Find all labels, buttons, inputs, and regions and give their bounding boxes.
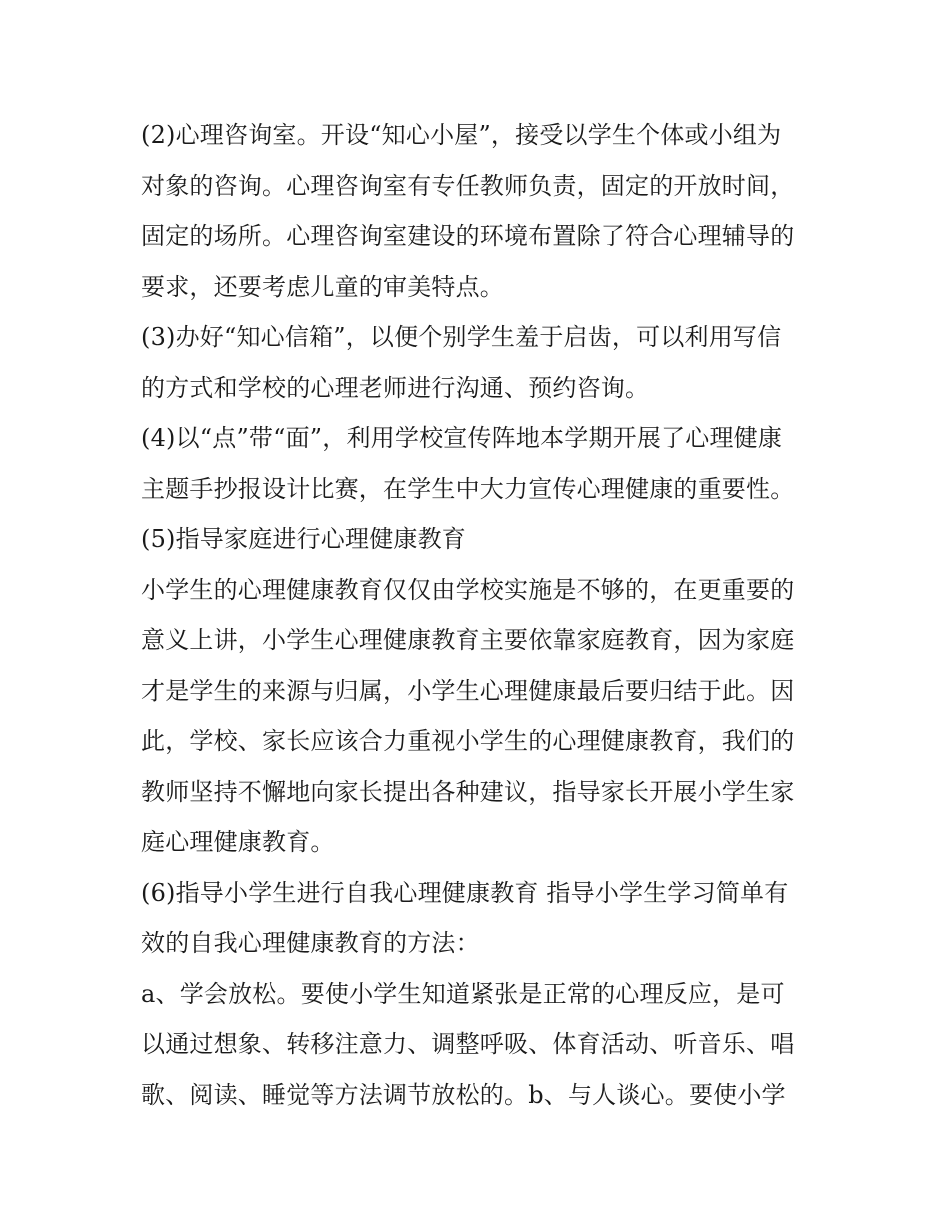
- text-line: (5)指导家庭进行心理健康教育: [141, 525, 466, 553]
- text-line: (4)以“点”带“面”，利用学校宣传阵地本学期开展了心理健康: [141, 424, 783, 452]
- text-line: 歌、阅读、睡觉等方法调节放松的。b、与人谈心。要使小学: [141, 1080, 786, 1109]
- text-line: 固定的场所。心理咨询室建设的环境布置除了符合心理辅导的: [141, 222, 795, 250]
- text-line: 庭心理健康教育。: [141, 828, 335, 856]
- text-line: 对象的咨询。心理咨询室有专任教师负责，固定的开放时间，: [141, 171, 795, 200]
- text-line: 此，学校、家长应该合力重视小学生的心理健康教育，我们的: [141, 727, 795, 755]
- text-line: 的方式和学校的心理老师进行沟通、预约咨询。: [141, 373, 650, 402]
- text-line: a、学会放松。要使小学生知道紧张是正常的心理反应，是可: [141, 979, 785, 1008]
- text-line: 要求，还要考虑儿童的审美特点。: [141, 272, 504, 301]
- text-line: (2)心理咨询室。开设“知心小屋”，接受以学生个体或小组为: [141, 121, 782, 149]
- document-body: [141, 110, 821, 1120]
- text-line: 才是学生的来源与归属，小学生心理健康最后要归结于此。因: [141, 676, 795, 705]
- text-line: 意义上讲，小学生心理健康教育主要依靠家庭教育，因为家庭: [141, 626, 795, 654]
- text-line: 教师坚持不懈地向家长提出各种建议，指导家长开展小学生家: [141, 777, 795, 806]
- text-line: (3)办好“知心信箱”，以便个别学生羞于启齿，可以利用写信: [141, 323, 782, 351]
- text-line: 效的自我心理健康教育的方法：: [141, 929, 480, 957]
- text-line: 主题手抄报设计比赛，在学生中大力宣传心理健康的重要性。: [141, 474, 795, 503]
- text-line: (6)指导小学生进行自我心理健康教育 指导小学生学习简单有: [141, 878, 789, 907]
- text-line: 以通过想象、转移注意力、调整呼吸、体育活动、听音乐、唱: [141, 1030, 795, 1058]
- text-line: 小学生的心理健康教育仅仅由学校实施是不够的，在更重要的: [141, 575, 795, 604]
